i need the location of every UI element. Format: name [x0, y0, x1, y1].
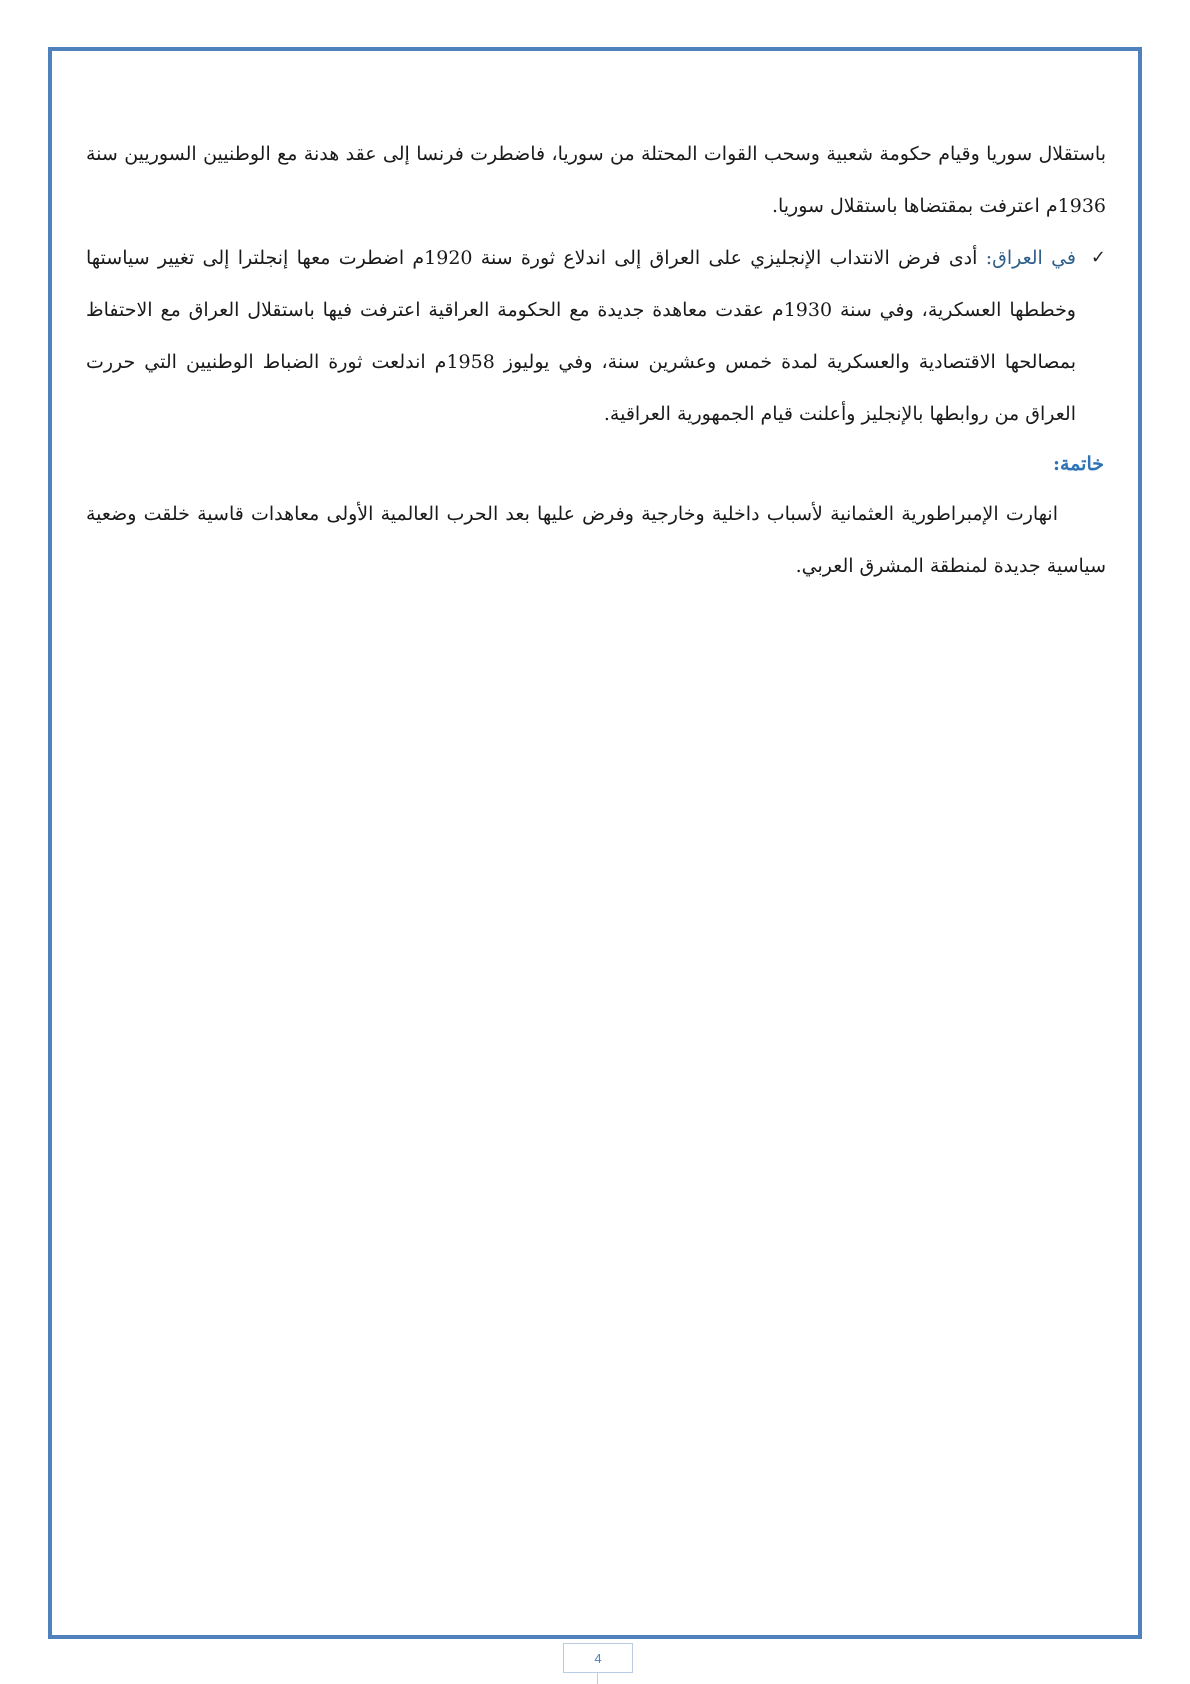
- list-item-text: أدى فرض الانتداب الإنجليزي على العراق إلى اندلاع ثورة سنة 1920م اضطرت معها إنجلترا إلى تغيير سياستها وخططها العسكرية، وفي سنة 1930م عقدت معاهدة جديدة مع الحكومة العراقية اعترفت فيها باستقلال العراق مع الاحتفاظ بمصالحها الاقتصادية والعسكرية لمدة خمس وعشرين سنة، وفي يوليوز 1958م اندلعت ثورة الضباط الوطنيين التي حررت العراق من روابطها بالإنجليز وأعلنت قيام الجمهورية العراقية.: [86, 247, 1076, 425]
- conclusion-heading: خاتمة:: [1052, 453, 1104, 475]
- page-number: 4: [563, 1643, 633, 1673]
- checkmark-icon: ✓: [1090, 247, 1106, 268]
- document-body: [86, 128, 1106, 592]
- paragraph-continuation: باستقلال سوريا وقيام حكومة شعبية وسحب القوات المحتلة من سوريا، فاضطرت فرنسا إلى عقد هدنة مع الوطنيين السوريين سنة 1936م اعترفت بمقتضاها باستقلال سوريا.: [86, 143, 1106, 217]
- list-item-term: في العراق:: [985, 247, 1077, 269]
- conclusion-paragraph: انهارت الإمبراطورية العثمانية لأسباب داخلية وخارجية وفرض عليها بعد الحرب العالمية الأولى معاهدات قاسية خلقت وضعية سياسية جديدة لمنطقة المشرق العربي.: [86, 503, 1106, 577]
- bullet-list: [86, 232, 1106, 440]
- list-item: [86, 232, 1106, 440]
- page-number-stem: [597, 1673, 598, 1684]
